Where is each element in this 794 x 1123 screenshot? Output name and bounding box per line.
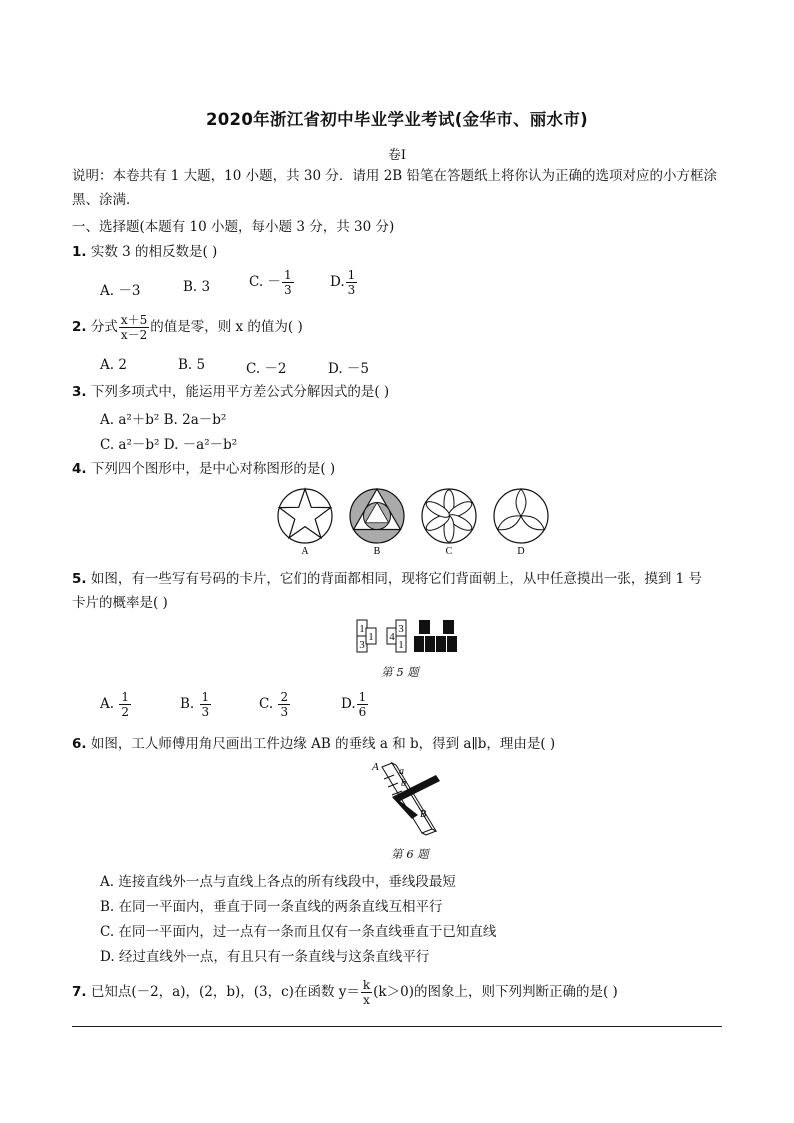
q2-option-b: B. 5 xyxy=(178,357,206,373)
question-stem-post: 的值是零，则 x 的值为( ) xyxy=(150,319,303,335)
question-number: 4. xyxy=(72,461,87,477)
question-4 xyxy=(72,459,335,479)
option-label: D. xyxy=(341,696,356,712)
q5-option-a xyxy=(100,690,132,719)
footer-divider xyxy=(72,1026,722,1027)
figure-label-d: D xyxy=(517,546,525,557)
card-backs xyxy=(414,620,457,652)
card-number: 1 xyxy=(359,623,365,635)
q6-option-c: C. 在同一平面内，过一点有一条而且仅有一条直线垂直于已知直线 xyxy=(100,924,497,940)
option-label: C. xyxy=(259,696,274,712)
card-number: 3 xyxy=(359,639,365,651)
instructions-line-2: 黑、涂满． xyxy=(72,192,140,208)
question-number: 7. xyxy=(72,984,87,1000)
q3-options-row-1: A. a²＋b² B. 2a－b² xyxy=(100,412,227,428)
fraction xyxy=(119,313,149,342)
question-number: 3. xyxy=(72,384,87,400)
numerator: 1 xyxy=(358,690,367,704)
denominator: 2 xyxy=(121,705,129,719)
question-1 xyxy=(72,242,217,262)
question-7 xyxy=(72,978,618,1007)
instructions-line-1: 说明：本卷共有 1 大题，10 小题，共 30 分．请用 2B 铅笔在答题纸上将你认为正确的选项对应的小方框涂 xyxy=(72,168,717,184)
figure-d-three-petal xyxy=(494,489,548,543)
numerator: 1 xyxy=(347,268,356,282)
fraction xyxy=(119,690,131,719)
q5-cards-figure xyxy=(353,617,473,657)
question-number: 5. xyxy=(72,571,87,587)
q6-option-d: D. 经过直线外一点，有且只有一条直线与这条直线平行 xyxy=(100,949,430,965)
fraction xyxy=(361,978,372,1007)
question-stem: 实数 3 的相反数是( ) xyxy=(90,244,218,260)
question-5 xyxy=(72,569,702,589)
fraction xyxy=(357,690,369,719)
q2-option-d: D. －5 xyxy=(328,361,370,377)
question-stem: 下列多项式中，能运用平方差公式分解因式的是( ) xyxy=(90,384,390,400)
denominator: x－2 xyxy=(120,328,148,342)
question-3 xyxy=(72,382,389,402)
q1-option-b: B. 3 xyxy=(183,279,211,295)
question-5-line-2: 卡片的概率是( ) xyxy=(72,595,168,611)
q1-option-a: A. －3 xyxy=(100,283,141,299)
page-title: 2020年浙江省初中毕业学业考试(金华市、丽水市) xyxy=(205,110,588,129)
q6-set-square-figure xyxy=(366,757,448,837)
fraction xyxy=(200,690,212,719)
q2-option-a: A. 2 xyxy=(100,357,127,373)
q4-figures xyxy=(270,486,560,558)
figure-label-c: C xyxy=(445,546,453,557)
label-A: A xyxy=(372,761,379,773)
question-6 xyxy=(72,734,555,754)
denominator: 3 xyxy=(283,283,292,297)
question-stem-post: (k＞0)的图象上，则下列判断正确的是( ) xyxy=(373,984,618,1000)
numerator: 1 xyxy=(121,690,129,704)
option-label: B. xyxy=(180,696,195,712)
figure-c-six-petal xyxy=(422,489,476,543)
numerator: 1 xyxy=(201,690,210,704)
q6-option-b: B. 在同一平面内，垂直于同一条直线的两条直线互相平行 xyxy=(100,899,443,915)
card-number: 4 xyxy=(389,631,395,643)
q1-option-c xyxy=(249,268,295,297)
q1-option-d xyxy=(330,268,358,297)
card-number: 1 xyxy=(368,631,374,643)
volume-label: 卷Ⅰ xyxy=(387,148,407,163)
q3-options-row-2: C. a²－b² D. －a²－b² xyxy=(100,437,238,453)
label-B: B xyxy=(420,809,427,820)
numerator: k xyxy=(362,978,371,992)
q5-option-c xyxy=(259,690,291,719)
question-number: 2. xyxy=(72,319,87,335)
label-a: a xyxy=(399,766,404,777)
denominator: x xyxy=(363,993,370,1007)
section-heading: 一、选择题(本题有 10 小题，每小题 3 分，共 30 分) xyxy=(72,219,395,235)
denominator: 3 xyxy=(280,705,289,719)
q2-option-c: C. －2 xyxy=(246,361,287,377)
question-stem: 下列四个图形中，是中心对称图形的是( ) xyxy=(90,461,336,477)
figure-label-a: A xyxy=(301,546,309,557)
q5-option-b xyxy=(180,690,212,719)
fraction xyxy=(278,690,290,719)
question-number: 6. xyxy=(72,736,87,752)
question-stem-line-1: 如图，有一些写有号码的卡片，它们的背面都相同，现将它们背面朝上，从中任意摸出一张，摸到 1 号 xyxy=(90,571,702,587)
option-label: D. xyxy=(330,274,345,290)
numerator: x＋5 xyxy=(120,313,148,327)
label-b: b xyxy=(401,778,406,789)
question-stem: 如图，工人师傅用角尺画出工件边缘 AB 的垂线 a 和 b，得到 a∥b，理由是( ) xyxy=(90,736,556,752)
denominator: 3 xyxy=(201,705,210,719)
fraction xyxy=(346,268,358,297)
question-number: 1. xyxy=(72,244,87,260)
figure-a-star-circle xyxy=(278,489,332,543)
option-label: C. － xyxy=(249,274,281,290)
q6-option-a: A. 连接直线外一点与直线上各点的所有线段中，垂线段最短 xyxy=(100,874,456,890)
denominator: 3 xyxy=(347,283,356,297)
figure-label-b: B xyxy=(373,546,381,557)
q5-caption: 第 5 题 xyxy=(381,665,419,679)
option-label: A. xyxy=(100,696,115,712)
card-number: 3 xyxy=(398,623,404,635)
figure-b-triangle-circle xyxy=(350,489,404,543)
question-stem-pre: 分式 xyxy=(90,319,118,335)
fraction xyxy=(282,268,294,297)
q5-option-d xyxy=(341,690,369,719)
question-stem-pre: 已知点(－2，a)，(2，b)，(3，c)在函数 y＝ xyxy=(90,984,360,1000)
question-2 xyxy=(72,313,303,342)
q6-caption: 第 6 题 xyxy=(391,847,429,861)
numerator: 2 xyxy=(280,690,289,704)
card-number: 1 xyxy=(398,639,404,651)
denominator: 6 xyxy=(358,705,367,719)
numerator: 1 xyxy=(283,268,292,282)
